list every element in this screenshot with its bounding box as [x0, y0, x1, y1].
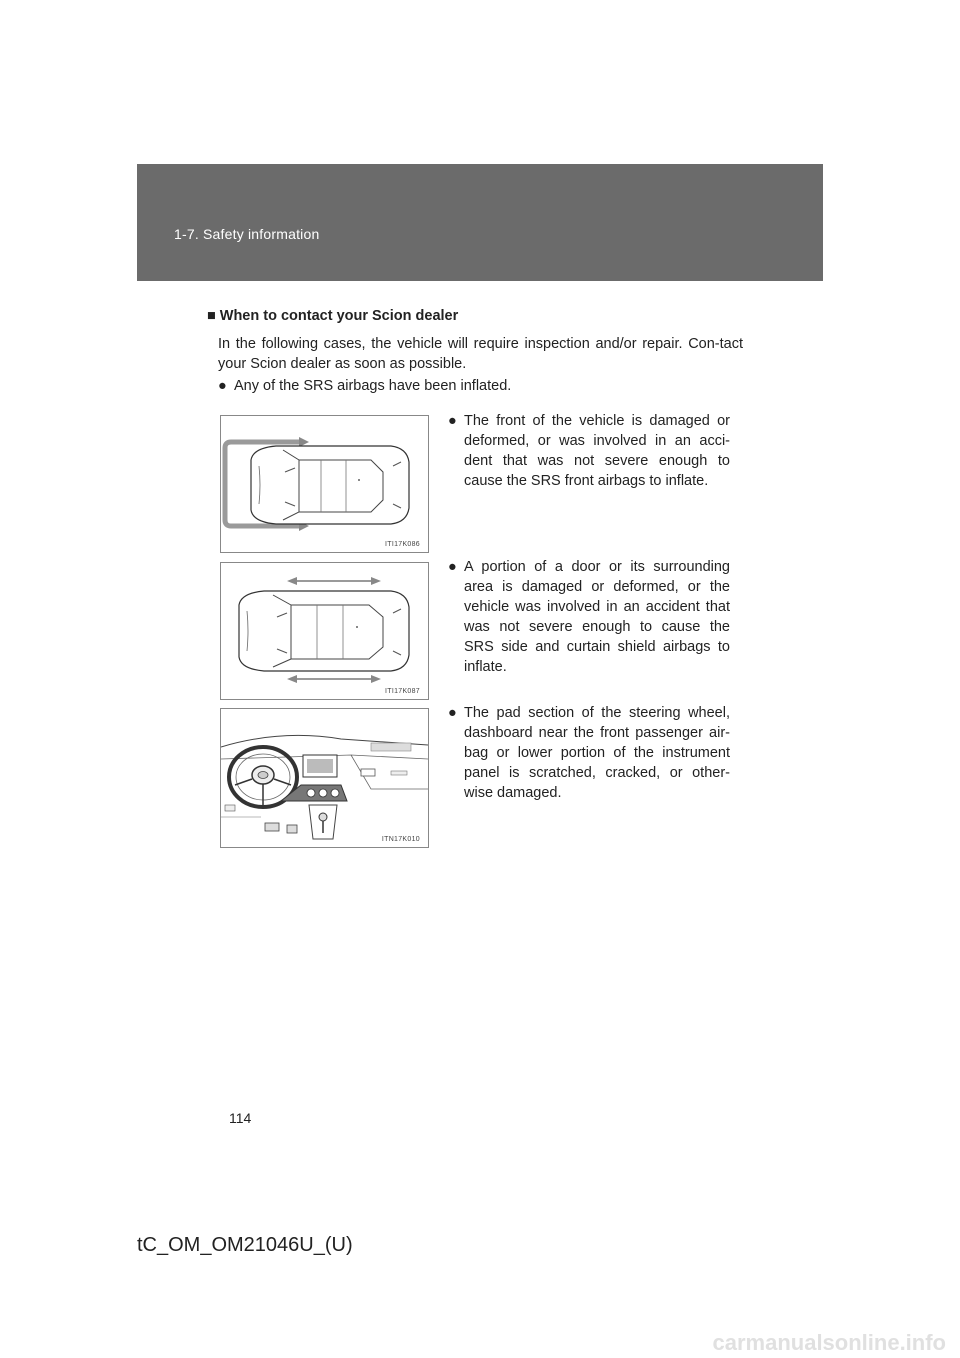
bullet-dot-icon: ●	[448, 559, 457, 575]
bullet-dot-icon: ●	[448, 413, 457, 429]
page-number: 114	[229, 1110, 252, 1126]
figure-side-damage	[220, 562, 429, 700]
figure-code: ITI17K087	[385, 688, 420, 695]
dashboard-illustration	[221, 709, 428, 847]
document-code: tC_OM_OM21046U_(U)	[137, 1234, 353, 1256]
figure-code: ITN17K010	[381, 836, 420, 843]
intro-paragraph: In the following cases, the vehicle will require inspection and/or repair. Con-tact your Scion dealer as soon as possible.	[218, 336, 743, 372]
figure-front-damage	[220, 415, 429, 553]
bullet-item	[218, 376, 738, 396]
bullet-item	[448, 703, 730, 803]
bullet-dot-icon: ●	[218, 378, 227, 394]
heading-square-icon: ■	[207, 308, 216, 324]
section-title: 1-7. Safety information	[174, 226, 320, 242]
car-top-view-side-illustration	[221, 563, 428, 699]
header-band	[137, 164, 823, 281]
figure-dashboard-damage	[220, 708, 429, 848]
car-top-view-front-illustration	[221, 416, 428, 552]
bullet-text: A portion of a door or its surrounding area is damaged or deformed, or the vehicle was involved in an accident that was not severe enough to cause the SRS side and curtain shield airbags to inflate.	[464, 559, 730, 675]
bullet-text: The pad section of the steering wheel, dashboard near the front passenger air-bag or lower portion of the instrument panel is scratched, cracked, or other-wise damaged.	[464, 705, 730, 801]
bullet-dot-icon: ●	[448, 705, 457, 721]
bullet-item	[448, 411, 730, 491]
heading-text: When to contact your Scion dealer	[219, 308, 459, 324]
bullet-item	[448, 557, 730, 677]
watermark-text: carmanualsonline.info	[712, 1330, 946, 1355]
bullet-text: Any of the SRS airbags have been inflated.	[234, 378, 512, 394]
figure-code: ITI17K086	[385, 541, 420, 548]
section-heading	[207, 308, 458, 324]
bullet-text: The front of the vehicle is damaged or deformed, or was involved in an acci-dent that was not severe enough to cause the SRS front airbags to inflate.	[464, 413, 730, 489]
watermark	[660, 1330, 960, 1358]
